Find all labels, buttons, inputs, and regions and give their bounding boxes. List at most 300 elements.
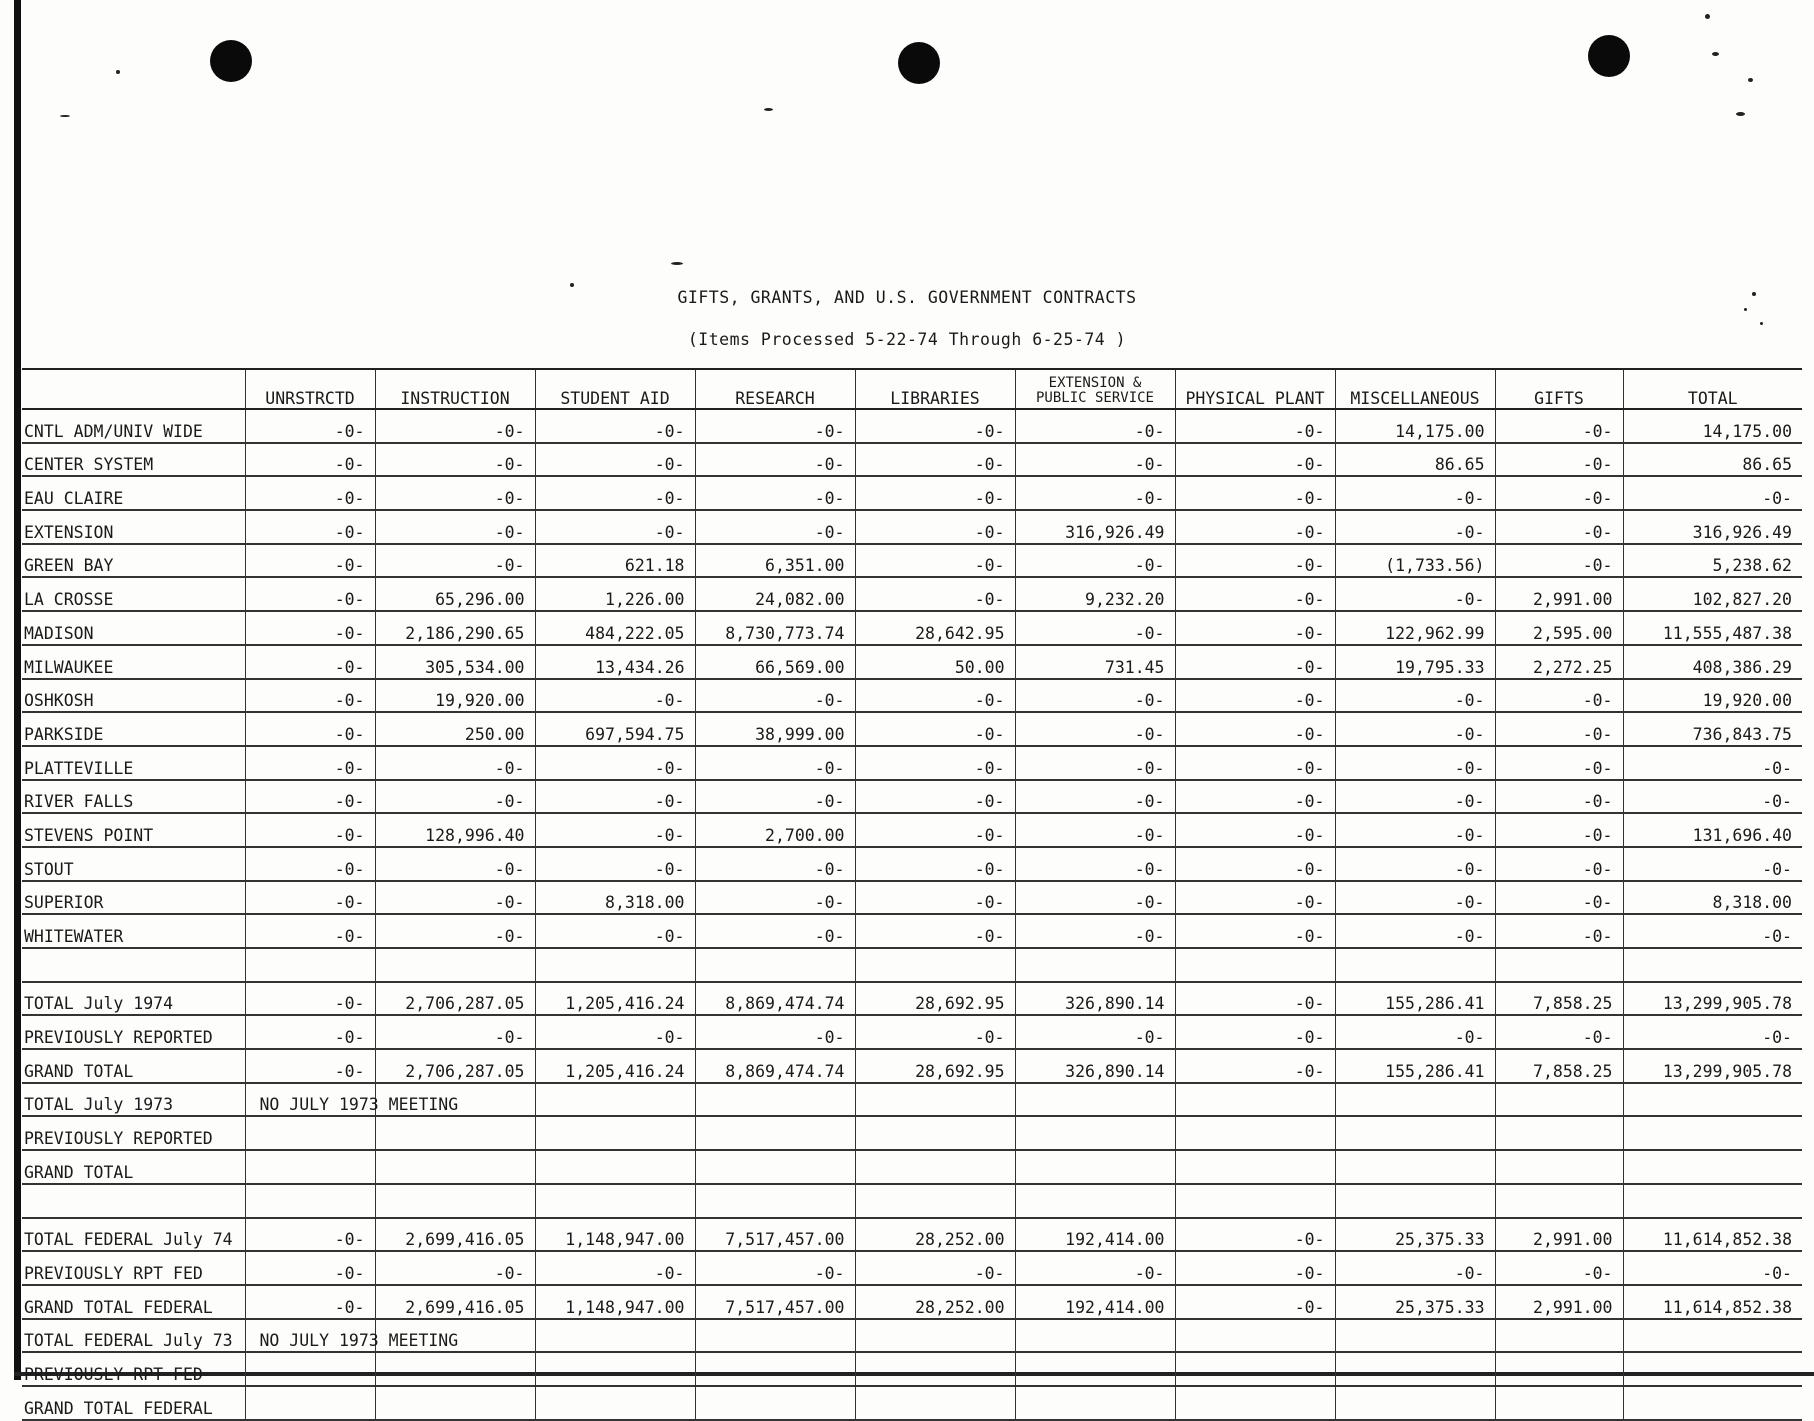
table-cell: -0- xyxy=(855,476,1015,510)
table-cell xyxy=(695,948,855,982)
header-row-label xyxy=(22,369,245,409)
table-row xyxy=(22,1184,1802,1218)
table-cell: -0- xyxy=(855,712,1015,746)
table-row xyxy=(22,544,1802,578)
table-cell xyxy=(1495,948,1623,982)
table-cell: -0- xyxy=(1015,679,1175,713)
table-cell: -0- xyxy=(1335,1251,1495,1285)
table-cell: -0- xyxy=(695,780,855,814)
table-cell: 50.00 xyxy=(855,645,1015,679)
table-cell: 19,920.00 xyxy=(1623,679,1802,713)
table-cell: -0- xyxy=(245,881,375,915)
scan-speck xyxy=(116,70,120,74)
table-cell: -0- xyxy=(245,611,375,645)
table-cell: -0- xyxy=(695,914,855,948)
table-cell xyxy=(695,1352,855,1386)
table-cell: 2,272.25 xyxy=(1495,645,1623,679)
table-cell xyxy=(1623,1184,1802,1218)
table-cell: -0- xyxy=(535,1015,695,1049)
scan-speck xyxy=(1748,78,1753,82)
table-cell: -0- xyxy=(375,1251,535,1285)
table-cell: -0- xyxy=(245,679,375,713)
table-cell: 155,286.41 xyxy=(1335,1049,1495,1083)
table-cell xyxy=(855,1352,1015,1386)
scan-speck xyxy=(1705,14,1710,19)
table-cell xyxy=(1175,1184,1335,1218)
table-cell: 28,252.00 xyxy=(855,1218,1015,1252)
table-cell: -0- xyxy=(535,746,695,780)
table-cell: -0- xyxy=(1335,712,1495,746)
header-extension-line2: PUBLIC SERVICE xyxy=(1035,390,1154,406)
table-cell xyxy=(855,1083,1015,1117)
table-cell: 697,594.75 xyxy=(535,712,695,746)
table-cell xyxy=(375,948,535,982)
header-libraries: LIBRARIES xyxy=(855,369,1015,409)
table-cell: -0- xyxy=(245,1049,375,1083)
scan-speck xyxy=(1760,322,1763,325)
header-student-aid: STUDENT AID xyxy=(535,369,695,409)
table-cell: -0- xyxy=(855,409,1015,443)
table-cell: 2,186,290.65 xyxy=(375,611,535,645)
table-cell xyxy=(535,1150,695,1184)
table-cell: 25,375.33 xyxy=(1335,1218,1495,1252)
table-row xyxy=(22,780,1802,814)
table-cell: 8,318.00 xyxy=(535,881,695,915)
table-cell: -0- xyxy=(1175,1218,1335,1252)
table-cell: -0- xyxy=(375,914,535,948)
table-cell: -0- xyxy=(1335,847,1495,881)
table-cell xyxy=(1015,1319,1175,1353)
contracts-table xyxy=(22,368,1802,1421)
table-cell xyxy=(1015,948,1175,982)
table-cell: -0- xyxy=(1335,1015,1495,1049)
table-cell: 484,222.05 xyxy=(535,611,695,645)
table-cell: -0- xyxy=(1015,914,1175,948)
table-row xyxy=(22,847,1802,881)
table-cell: -0- xyxy=(1495,780,1623,814)
row-note: NO JULY 1973 MEETING xyxy=(245,1319,375,1353)
table-cell: -0- xyxy=(1175,746,1335,780)
table-cell: -0- xyxy=(855,577,1015,611)
table-cell xyxy=(1175,1083,1335,1117)
table-cell: -0- xyxy=(245,813,375,847)
table-cell: -0- xyxy=(375,544,535,578)
table-cell: -0- xyxy=(695,1015,855,1049)
table-cell: 326,890.14 xyxy=(1015,1049,1175,1083)
table-cell: -0- xyxy=(1015,746,1175,780)
table-cell: -0- xyxy=(245,577,375,611)
row-label: CENTER SYSTEM xyxy=(22,443,245,477)
punch-hole-right xyxy=(1588,35,1630,77)
table-cell xyxy=(1495,1184,1623,1218)
table-cell: -0- xyxy=(1623,746,1802,780)
table-cell: -0- xyxy=(1015,1251,1175,1285)
table-cell: -0- xyxy=(535,780,695,814)
table-cell: 305,534.00 xyxy=(375,645,535,679)
table-cell: 2,706,287.05 xyxy=(375,1049,535,1083)
table-cell: 7,858.25 xyxy=(1495,982,1623,1016)
table-cell: 192,414.00 xyxy=(1015,1285,1175,1319)
table-cell: -0- xyxy=(375,510,535,544)
table-cell: -0- xyxy=(245,1218,375,1252)
table-cell: 13,299,905.78 xyxy=(1623,1049,1802,1083)
row-label: MADISON xyxy=(22,611,245,645)
table-cell xyxy=(1335,1184,1495,1218)
table-cell: 8,869,474.74 xyxy=(695,982,855,1016)
table-cell xyxy=(1495,1319,1623,1353)
row-label: PARKSIDE xyxy=(22,712,245,746)
table-cell: 6,351.00 xyxy=(695,544,855,578)
table-cell xyxy=(1623,1352,1802,1386)
row-label: OSHKOSH xyxy=(22,679,245,713)
table-cell xyxy=(1623,1386,1802,1420)
table-cell: -0- xyxy=(1495,813,1623,847)
header-research: RESEARCH xyxy=(695,369,855,409)
table-cell: -0- xyxy=(245,544,375,578)
table-cell: (1,733.56) xyxy=(1335,544,1495,578)
table-cell: -0- xyxy=(245,780,375,814)
row-label: GREEN BAY xyxy=(22,544,245,578)
row-label: TOTAL July 1974 xyxy=(22,982,245,1016)
table-cell: 731.45 xyxy=(1015,645,1175,679)
table-cell: -0- xyxy=(375,1015,535,1049)
table-cell: -0- xyxy=(1335,914,1495,948)
table-row xyxy=(22,1251,1802,1285)
table-cell: 65,296.00 xyxy=(375,577,535,611)
table-cell: 102,827.20 xyxy=(1623,577,1802,611)
table-cell: -0- xyxy=(1175,1015,1335,1049)
table-row xyxy=(22,443,1802,477)
row-label: EXTENSION xyxy=(22,510,245,544)
table-cell: -0- xyxy=(695,476,855,510)
table-cell: 86.65 xyxy=(1335,443,1495,477)
table-cell: -0- xyxy=(1335,746,1495,780)
table-cell xyxy=(695,1386,855,1420)
table-cell xyxy=(1623,1150,1802,1184)
table-cell xyxy=(1623,1083,1802,1117)
row-label: TOTAL July 1973 xyxy=(22,1083,245,1117)
row-label: TOTAL FEDERAL July 73 xyxy=(22,1319,245,1353)
row-label: PREVIOUSLY RPT FED xyxy=(22,1352,245,1386)
table-cell: -0- xyxy=(855,510,1015,544)
table-cell: -0- xyxy=(245,712,375,746)
table-cell xyxy=(1335,1319,1495,1353)
document-title: GIFTS, GRANTS, AND U.S. GOVERNMENT CONTRACTS xyxy=(677,288,1137,307)
table-cell xyxy=(1175,1116,1335,1150)
table-cell: 8,869,474.74 xyxy=(695,1049,855,1083)
table-cell xyxy=(245,1184,375,1218)
row-label: TOTAL FEDERAL July 74 xyxy=(22,1218,245,1252)
table-row xyxy=(22,1083,1802,1117)
table-row xyxy=(22,746,1802,780)
table-cell: -0- xyxy=(1175,982,1335,1016)
table-cell: -0- xyxy=(375,476,535,510)
table-cell: -0- xyxy=(855,881,1015,915)
table-cell: -0- xyxy=(375,847,535,881)
table-cell: -0- xyxy=(1175,409,1335,443)
table-cell xyxy=(1175,1386,1335,1420)
table-cell: -0- xyxy=(1175,544,1335,578)
table-cell: 2,700.00 xyxy=(695,813,855,847)
table-cell xyxy=(855,1150,1015,1184)
table-cell: -0- xyxy=(695,679,855,713)
table-cell: 24,082.00 xyxy=(695,577,855,611)
table-cell: -0- xyxy=(535,914,695,948)
scan-speck xyxy=(1736,112,1745,116)
table-cell: -0- xyxy=(245,443,375,477)
row-label: PREVIOUSLY RPT FED xyxy=(22,1251,245,1285)
table-row xyxy=(22,1386,1802,1420)
table-cell xyxy=(695,1083,855,1117)
table-cell xyxy=(695,1319,855,1353)
row-label: LA CROSSE xyxy=(22,577,245,611)
table-cell: -0- xyxy=(855,1251,1015,1285)
table-cell: -0- xyxy=(1623,1015,1802,1049)
table-cell: -0- xyxy=(1015,544,1175,578)
table-cell xyxy=(1623,1319,1802,1353)
table-cell: 7,517,457.00 xyxy=(695,1285,855,1319)
table-row xyxy=(22,1218,1802,1252)
table-cell: 7,858.25 xyxy=(1495,1049,1623,1083)
row-label: CNTL ADM/UNIV WIDE xyxy=(22,409,245,443)
header-miscellaneous: MISCELLANEOUS xyxy=(1335,369,1495,409)
table-cell: -0- xyxy=(1335,577,1495,611)
table-cell: 5,238.62 xyxy=(1623,544,1802,578)
table-cell: 621.18 xyxy=(535,544,695,578)
table-cell: -0- xyxy=(1015,1015,1175,1049)
table-cell: -0- xyxy=(535,813,695,847)
table-cell: -0- xyxy=(855,679,1015,713)
table-cell: -0- xyxy=(695,881,855,915)
table-cell: -0- xyxy=(855,780,1015,814)
table-cell: 326,890.14 xyxy=(1015,982,1175,1016)
table-row xyxy=(22,881,1802,915)
table-cell: 131,696.40 xyxy=(1623,813,1802,847)
table-row xyxy=(22,577,1802,611)
table-cell: 2,595.00 xyxy=(1495,611,1623,645)
table-row xyxy=(22,1049,1802,1083)
table-cell: -0- xyxy=(855,847,1015,881)
table-cell xyxy=(1623,948,1802,982)
table-cell xyxy=(1495,1083,1623,1117)
table-cell: -0- xyxy=(1175,712,1335,746)
table-cell: 14,175.00 xyxy=(1335,409,1495,443)
table-cell: -0- xyxy=(695,443,855,477)
table-cell: -0- xyxy=(1175,679,1335,713)
table-cell: -0- xyxy=(1495,544,1623,578)
table-cell: -0- xyxy=(1623,1251,1802,1285)
table-cell: -0- xyxy=(855,914,1015,948)
table-cell: -0- xyxy=(1335,813,1495,847)
row-label: GRAND TOTAL xyxy=(22,1049,245,1083)
table-cell xyxy=(1015,1184,1175,1218)
table-cell: 8,730,773.74 xyxy=(695,611,855,645)
table-cell: -0- xyxy=(1335,679,1495,713)
table-body xyxy=(22,409,1802,1420)
table-row xyxy=(22,510,1802,544)
table-cell xyxy=(1015,1352,1175,1386)
table-cell: 66,569.00 xyxy=(695,645,855,679)
table-row xyxy=(22,409,1802,443)
table-row xyxy=(22,813,1802,847)
table-cell: -0- xyxy=(245,645,375,679)
table-cell xyxy=(535,948,695,982)
row-label: PREVIOUSLY REPORTED xyxy=(22,1116,245,1150)
table-cell: -0- xyxy=(1175,881,1335,915)
header-extension-public-service xyxy=(1015,369,1175,409)
table-cell xyxy=(245,1116,375,1150)
table-cell xyxy=(535,1319,695,1353)
table-cell: -0- xyxy=(375,746,535,780)
table-cell: -0- xyxy=(245,1015,375,1049)
table-cell: -0- xyxy=(695,847,855,881)
table-cell xyxy=(375,1116,535,1150)
table-cell: 316,926.49 xyxy=(1623,510,1802,544)
row-label: RIVER FALLS xyxy=(22,780,245,814)
table-cell: 316,926.49 xyxy=(1015,510,1175,544)
table-row xyxy=(22,1150,1802,1184)
table-cell xyxy=(1015,1386,1175,1420)
row-label: MILWAUKEE xyxy=(22,645,245,679)
table-cell: -0- xyxy=(1015,712,1175,746)
table-cell: -0- xyxy=(1495,409,1623,443)
page-left-edge xyxy=(14,0,21,1380)
scan-speck xyxy=(671,262,683,265)
table-cell: 7,517,457.00 xyxy=(695,1218,855,1252)
table-cell: 1,205,416.24 xyxy=(535,1049,695,1083)
table-cell: 38,999.00 xyxy=(695,712,855,746)
table-cell xyxy=(1015,1150,1175,1184)
table-cell xyxy=(855,948,1015,982)
table-cell xyxy=(245,1352,375,1386)
scan-speck xyxy=(1744,308,1747,311)
table-cell xyxy=(1175,1150,1335,1184)
table-row xyxy=(22,645,1802,679)
table-cell: 13,434.26 xyxy=(535,645,695,679)
row-label xyxy=(22,948,245,982)
table-cell: 11,614,852.38 xyxy=(1623,1218,1802,1252)
table-row xyxy=(22,1285,1802,1319)
table-cell: -0- xyxy=(535,409,695,443)
table-cell: -0- xyxy=(245,847,375,881)
table-cell: -0- xyxy=(1495,746,1623,780)
table-cell: -0- xyxy=(1175,1049,1335,1083)
table-cell xyxy=(245,1150,375,1184)
table-cell: 128,996.40 xyxy=(375,813,535,847)
table-cell: -0- xyxy=(1175,1251,1335,1285)
table-row xyxy=(22,679,1802,713)
table-cell xyxy=(855,1116,1015,1150)
header-extension-line1: EXTENSION & xyxy=(1048,375,1142,391)
scan-speck xyxy=(570,283,574,287)
table-cell xyxy=(375,1184,535,1218)
table-cell xyxy=(1623,1116,1802,1150)
table-cell: -0- xyxy=(1175,780,1335,814)
table-cell: 28,692.95 xyxy=(855,982,1015,1016)
table-cell xyxy=(535,1386,695,1420)
table-cell: -0- xyxy=(1015,409,1175,443)
table-cell: -0- xyxy=(1175,645,1335,679)
table-cell xyxy=(245,948,375,982)
header-unrstrctd: UNRSTRCTD xyxy=(245,369,375,409)
table-cell: 408,386.29 xyxy=(1623,645,1802,679)
table-cell: -0- xyxy=(535,679,695,713)
table-cell: -0- xyxy=(1495,1251,1623,1285)
table-cell: 28,642.95 xyxy=(855,611,1015,645)
table-cell xyxy=(855,1386,1015,1420)
table-cell xyxy=(1175,948,1335,982)
table-cell xyxy=(1495,1352,1623,1386)
table-row xyxy=(22,712,1802,746)
table-cell: -0- xyxy=(1623,847,1802,881)
table-cell: -0- xyxy=(375,409,535,443)
table-cell: -0- xyxy=(1175,443,1335,477)
table-cell: -0- xyxy=(375,443,535,477)
table-cell: 86.65 xyxy=(1623,443,1802,477)
table-cell: -0- xyxy=(375,881,535,915)
table-cell: 2,991.00 xyxy=(1495,1285,1623,1319)
table-cell: -0- xyxy=(245,476,375,510)
table-cell: -0- xyxy=(855,544,1015,578)
table-cell: 122,962.99 xyxy=(1335,611,1495,645)
table-cell: -0- xyxy=(1175,510,1335,544)
scan-speck xyxy=(60,115,70,117)
table-cell: -0- xyxy=(695,510,855,544)
table-cell: -0- xyxy=(1495,476,1623,510)
table-cell: -0- xyxy=(375,780,535,814)
table-cell xyxy=(1335,1352,1495,1386)
table-cell: -0- xyxy=(1495,443,1623,477)
table-cell: 250.00 xyxy=(375,712,535,746)
table-cell xyxy=(1015,1083,1175,1117)
table-cell: -0- xyxy=(1335,780,1495,814)
table-cell: 13,299,905.78 xyxy=(1623,982,1802,1016)
row-label: SUPERIOR xyxy=(22,881,245,915)
row-label: PREVIOUSLY REPORTED xyxy=(22,1015,245,1049)
table-cell: -0- xyxy=(535,443,695,477)
table-cell: -0- xyxy=(245,914,375,948)
table-cell: -0- xyxy=(1623,476,1802,510)
table-cell xyxy=(375,1150,535,1184)
table-cell: -0- xyxy=(1015,443,1175,477)
table-cell xyxy=(1335,1116,1495,1150)
table-cell: -0- xyxy=(1495,847,1623,881)
table-cell: -0- xyxy=(1175,847,1335,881)
table-cell xyxy=(535,1184,695,1218)
table-cell: -0- xyxy=(1015,780,1175,814)
table-cell: -0- xyxy=(1015,813,1175,847)
row-label: GRAND TOTAL FEDERAL xyxy=(22,1285,245,1319)
table-cell: 736,843.75 xyxy=(1623,712,1802,746)
table-cell: -0- xyxy=(1495,1015,1623,1049)
table-cell xyxy=(855,1184,1015,1218)
table-cell: 1,148,947.00 xyxy=(535,1218,695,1252)
row-label: EAU CLAIRE xyxy=(22,476,245,510)
table-cell: 9,232.20 xyxy=(1015,577,1175,611)
table-cell: -0- xyxy=(245,746,375,780)
document-subtitle: (Items Processed 5-22-74 Through 6-25-74 ) xyxy=(687,330,1127,349)
table-row xyxy=(22,1319,1802,1353)
table-cell: 192,414.00 xyxy=(1015,1218,1175,1252)
table-cell: -0- xyxy=(535,847,695,881)
header-row xyxy=(22,369,1802,409)
table-cell: 8,318.00 xyxy=(1623,881,1802,915)
table-cell: -0- xyxy=(1175,611,1335,645)
table-cell: -0- xyxy=(695,746,855,780)
table-row xyxy=(22,611,1802,645)
table-cell xyxy=(1175,1319,1335,1353)
row-label: GRAND TOTAL xyxy=(22,1150,245,1184)
